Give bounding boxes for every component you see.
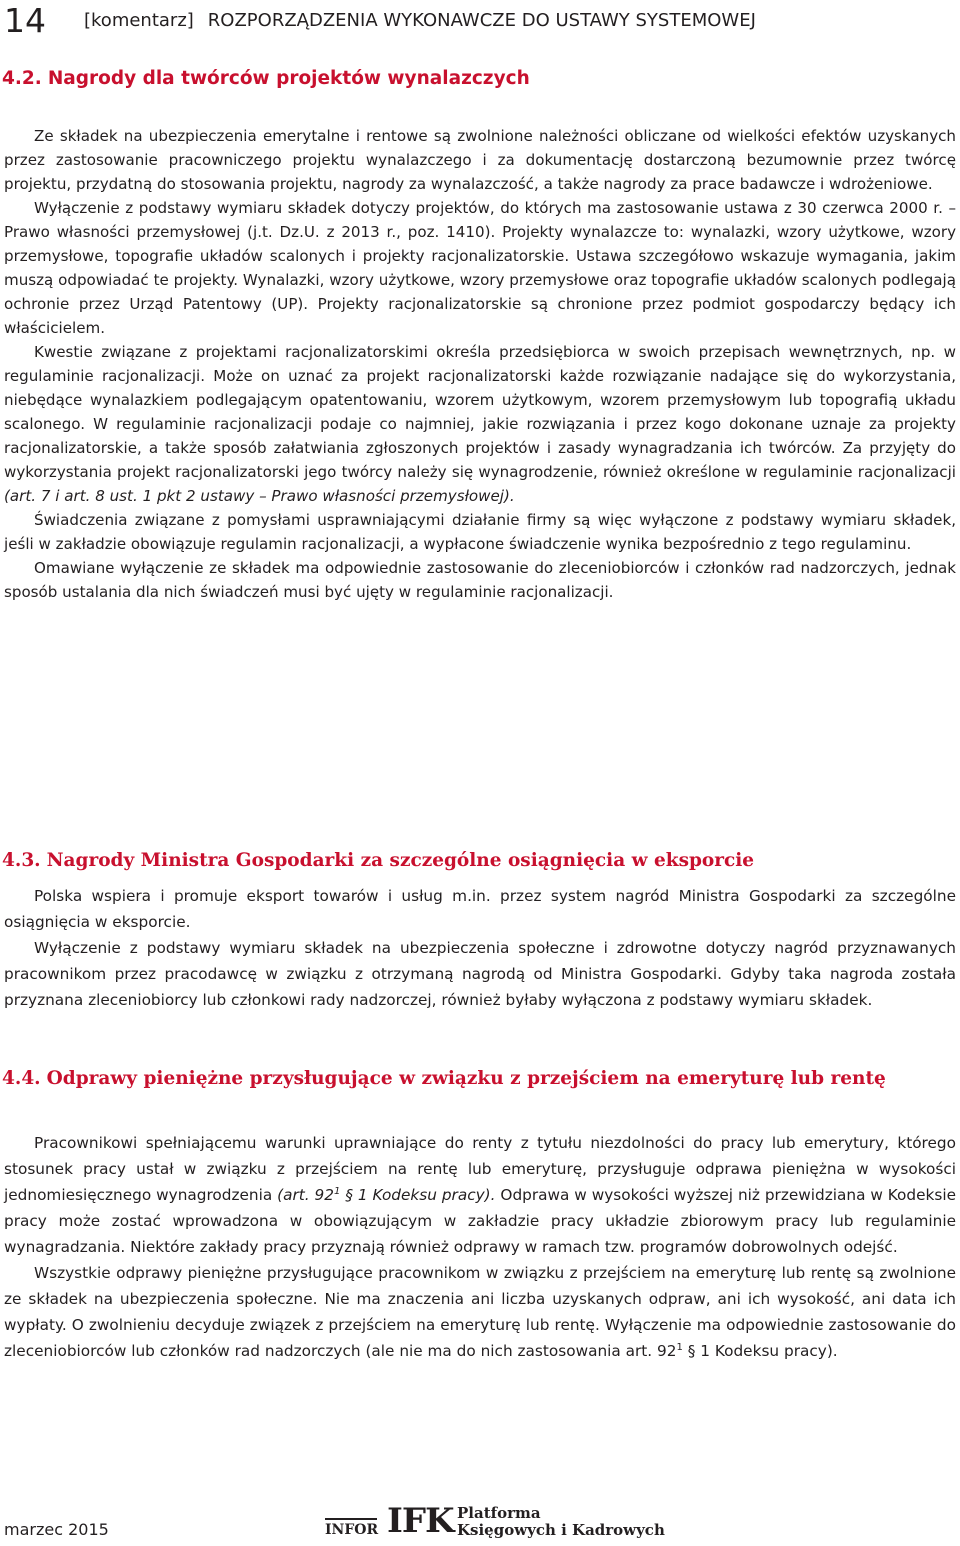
section-heading-4-2: [2, 66, 952, 92]
paragraph: Wyłączenie z podstawy wymiaru składek na ubezpieczenia społeczne i zdrowotne dotyczy nagród przyznawanych pracownikom przez pracodawcę w związku z otrzymaną nagrodą od Ministra Gospodarki. Gdyby taka nagroda została przyznana zleceniobiorcy lub członkowi rady nadzorczej, również byłaby wyłączona z podstawy wymiaru składek.: [4, 939, 956, 1009]
header-title: ROZPORZĄDZENIA WYKONAWCZE DO USTAWY SYSTEMOWEJ: [207, 10, 756, 31]
section-number: 4.2.: [2, 68, 42, 89]
section-body-4-4: [4, 1130, 956, 1364]
issue-date: marzec 2015: [4, 1520, 109, 1539]
paragraph: Wyłączenie z podstawy wymiaru składek dotyczy projektów, do których ma zastosowanie ustawa z 30 czerwca 2000 r. – Prawo własności przemysłowej (j.t. Dz.U. z 2013 r., poz. 1410). Projekty wynalazcze to: wynalazki, wzory użytkowe, wzory przemysłowe, topografie układów scalonych i projekty racjonalizatorskie. Ustawa szczegółowo wskazuje wymagania, jakim muszą odpowiadać te projekty. Wynalazki, wzory użytkowe, wzory przemysłowe oraz topografie układów scalonych podlegają ochronie przez Urząd Patentowy (UP). Projekty racjonalizatorskie są chronione przez podmiot gospodarczy będący ich właścicielem.: [4, 199, 956, 337]
section-number: 4.4.: [2, 1068, 41, 1089]
section-body-4-3: [4, 883, 956, 1013]
ifk-logo: [325, 1501, 665, 1542]
paragraph: [4, 1260, 956, 1364]
section-title: Nagrody dla twórców projektów wynalazczych: [47, 68, 530, 89]
header-category: [komentarz]: [84, 10, 194, 31]
paragraph-text: § 1 Kodeksu pracy).: [682, 1342, 838, 1360]
paragraph: Omawiane wyłączenie ze składek ma odpowiednie zastosowanie do zleceniobiorców i członków rad nadzorczych, jednak sposób ustalania dla nich świadczeń musi być ujęty w regulaminie racjonalizacji.: [4, 559, 956, 601]
logo-ifk-text: IFK: [387, 1501, 454, 1541]
legal-citation: (art. 7 i art. 8 ust. 1 pkt 2 ustawy – Prawo własności przemysłowej).: [4, 487, 515, 505]
section-number: 4.3.: [2, 850, 41, 871]
paragraph: [4, 340, 956, 508]
paragraph-text: Wszystkie odprawy pieniężne przysługujące pracownikom w związku z przejściem na emeryturę lub rentę są zwolnione ze składek na ubezpieczenia społeczne. Nie ma znaczenia ani liczba uzyskanych odpraw, ani ich wysokość, ani data ich wypłaty. O zwolnieniu decyduje związek z przejściem na emeryturę lub rentę. Wyłączenie ma odpowiednie zastosowanie do zleceniobiorców lub członków rad nadzorczych (ale nie ma do nich zastosowania art. 92: [4, 1264, 956, 1360]
running-header: [84, 9, 756, 33]
section-heading-4-3: [2, 848, 952, 874]
page-number: 14: [4, 1, 46, 40]
section-heading-4-4: [2, 1066, 952, 1092]
paragraph: Świadczenia związane z pomysłami usprawniającymi działanie firmy są więc wyłączone z podstawy wymiaru składek, jeśli w zakładzie obowiązuje regulamin racjonalizacji, a wypłacone świadczenie wynika bezpośrednio z tego regulaminu.: [4, 511, 956, 553]
logo-line-1: Platforma: [457, 1504, 541, 1522]
paragraph-text: Pracownikowi spełniającemu warunki uprawniające do renty z tytułu niezdolności do pracy lub emerytury, którego stosunek pracy ustał w związku z przejściem na rentę lub emeryturę, przysługuje odprawa pieniężna w wysokości jednomiesięcznego wynagrodzenia: [4, 1134, 956, 1204]
paragraph: Ze składek na ubezpieczenia emerytalne i rentowe są zwolnione należności obliczane od wielkości efektów uzyskanych przez zastosowanie pracowniczego projektu wynalazczego i za dokumentację dostarczoną bezumownie przez twórcę projektu, przydatną do stosowania projektu, nagrody za wynalazczość, a także nagrody za prace badawcze i wdrożeniowe.: [4, 127, 956, 193]
logo-infor-text: INFOR: [325, 1522, 379, 1538]
superscript: 1: [676, 1341, 683, 1353]
paragraph: Polska wspiera i promuje eksport towarów i usług m.in. przez system nagród Ministra Gospodarki za szczególne osiągnięcia w eksporcie.: [4, 887, 956, 931]
paragraph-text: Kwestie związane z projektami racjonalizatorskimi określa przedsiębiorca w swoich przepisach wewnętrznych, np. w regulaminie racjonalizacji. Może on uznać za projekt racjonalizatorski każde rozwiązanie nadające się do wykorzystania, niebędące wynalazkiem podlegającym opatentowaniu, wzorem użytkowym, wzorem przemysłowym lub topografią układu scalonego. W regulaminie racjonalizacji podaje co najmniej, jakie rozwiązania i przez kogo dokonane uznaje za projekty racjonalizatorskie, a także sposób załatwiania zgłoszonych projektów i zasady wynagradzania ich twórców. Za przyjęty do wykorzystania projekt racjonalizatorski jego twórcy należy się wynagrodzenie, również określone w regulaminie racjonalizacji: [4, 343, 956, 481]
section-body-4-2: [4, 124, 956, 604]
section-title: Nagrody Ministra Gospodarki za szczególne osiągnięcia w eksporcie: [46, 850, 755, 871]
page-footer: [0, 1492, 960, 1546]
section-title: Odprawy pieniężne przysługujące w związku z przejściem na emeryturę lub rentę: [46, 1068, 886, 1089]
logo-line-2: Księgowych i Kadrowych: [457, 1521, 665, 1539]
paragraph: [4, 1130, 956, 1260]
logo-rule: [325, 1518, 377, 1520]
paragraph-text: Odprawa w wysokości wyższej niż przewidziana w Kodeksie pracy może zostać wprowadzona w obowiązującym w zakładzie pracy układzie zbiorowym pracy lub regulaminie wynagradzania. Niektóre zakłady pracy przyznają również odprawy w ramach tzw. programów dobrowolnych odejść.: [4, 1186, 956, 1256]
page-header: [0, 0, 960, 44]
legal-citation: (art. $92^1$ § 1 Kodeksu pracy).: [277, 1185, 496, 1204]
